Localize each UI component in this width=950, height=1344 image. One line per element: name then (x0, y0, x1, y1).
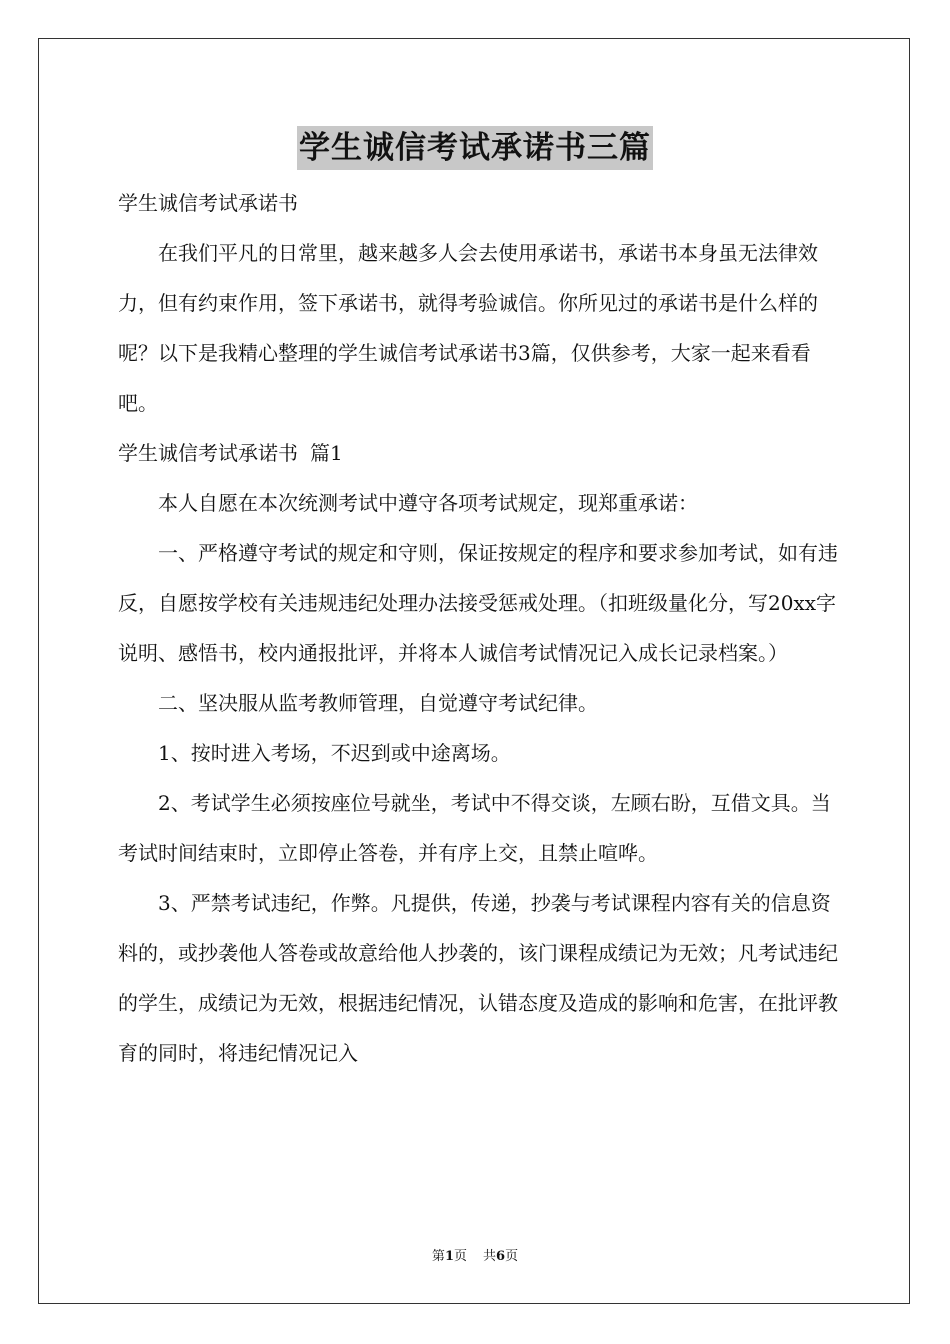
rule-3: 3、严禁考试违纪，作弊。凡提供，传递，抄袭与考试课程内容有关的信息资料的，或抄袭他人答卷或故意给他人抄袭的，该门课程成绩记为无效；凡考试违纪的学生，成绩记为无效，根据违纪情况，认错态度及造成的影响和危害，在批评教育的同时，将违纪情况记入 (118, 891, 838, 1065)
intro-paragraph: 在我们平凡的日常里，越来越多人会去使用承诺书，承诺书本身虽无法律效力，但有约束作用，签下承诺书，就得考验诚信。你所见过的承诺书是什么样的呢？以下是我精心整理的学生诚信考试承诺书3篇，仅供参考，大家一起来看看吧。 (118, 241, 818, 415)
pledge-opening: 本人自愿在本次统测考试中遵守各项考试规定，现郑重承诺： (158, 491, 698, 515)
section-heading-label: 学生诚信考试承诺书 (118, 441, 298, 465)
footer-page-unit: 页 (453, 1249, 467, 1264)
footer-current-page: 1 (444, 1249, 454, 1264)
rule-2: 2、考试学生必须按座位号就坐，考试中不得交谈，左顾右盼，互借文具。当考试时间结束时，立即停止答卷，并有序上交，且禁止喧哗。 (118, 791, 831, 865)
footer-total-pages: 6 (496, 1249, 506, 1264)
footer-total-unit: 页 (505, 1249, 519, 1264)
page-footer (0, 1248, 950, 1266)
pledge-item-1: 一、严格遵守考试的规定和守则，保证按规定的程序和要求参加考试，如有违反，自愿按学校有关违规违纪处理办法接受惩戒处理。（扣班级量化分，写20xx字说明、感悟书，校内通报批评，并将本人诚信考试情况记入成长记录档案。） (118, 541, 838, 665)
subtitle-line: 学生诚信考试承诺书 (118, 191, 298, 215)
section-heading-number: 篇1 (310, 441, 343, 465)
title-container (0, 126, 950, 170)
section-heading-1 (118, 428, 838, 478)
document-body (118, 178, 838, 1078)
footer-page-prefix: 第 (431, 1249, 445, 1264)
rule-1: 1、按时进入考场，不迟到或中途离场。 (158, 741, 511, 765)
pledge-item-2: 二、坚决服从监考教师管理，自觉遵守考试纪律。 (158, 691, 598, 715)
document-title: 学生诚信考试承诺书三篇 (297, 126, 653, 170)
footer-total-prefix: 共 (483, 1249, 497, 1264)
